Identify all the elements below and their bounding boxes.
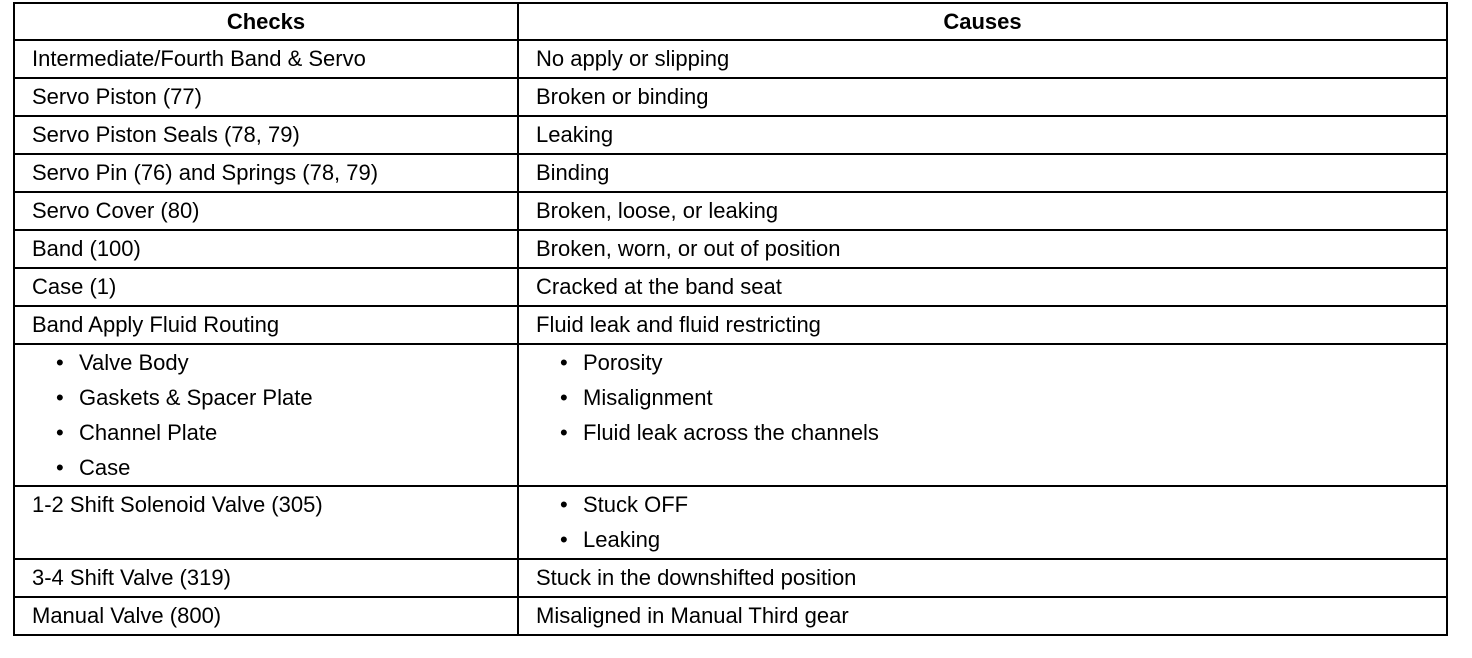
bullet-icon: • <box>560 420 568 445</box>
cause-cell: Stuck in the downshifted position <box>518 559 1447 597</box>
table-row <box>14 559 1447 597</box>
cause-cell: Broken or binding <box>518 78 1447 116</box>
list-item-text: Fluid leak across the channels <box>583 420 879 445</box>
list-item <box>560 415 1446 450</box>
cause-cell: Cracked at the band seat <box>518 268 1447 306</box>
bullet-icon: • <box>560 492 568 517</box>
solenoid-causes-cell <box>518 486 1447 559</box>
list-item-text: Porosity <box>583 350 663 375</box>
routing-detail-row <box>14 344 1447 486</box>
table-row <box>14 230 1447 268</box>
routing-causes-list <box>536 345 1446 450</box>
cause-cell: Binding <box>518 154 1447 192</box>
bullet-icon: • <box>56 385 64 410</box>
check-cell: Servo Cover (80) <box>14 192 518 230</box>
header-causes: Causes <box>518 3 1447 40</box>
check-cell: Manual Valve (800) <box>14 597 518 635</box>
check-cell: Servo Pin (76) and Springs (78, 79) <box>14 154 518 192</box>
list-item <box>560 487 1446 522</box>
check-cell: Intermediate/Fourth Band & Servo <box>14 40 518 78</box>
list-item <box>560 345 1446 380</box>
list-item <box>56 415 517 450</box>
table-row <box>14 40 1447 78</box>
list-item <box>56 345 517 380</box>
routing-causes-cell <box>518 344 1447 486</box>
list-item-text: Stuck OFF <box>583 492 689 517</box>
cause-cell: No apply or slipping <box>518 40 1447 78</box>
list-item-text: Valve Body <box>79 350 189 375</box>
list-item <box>560 522 1446 557</box>
table-row <box>14 192 1447 230</box>
list-item-text: Case <box>79 455 131 480</box>
list-item-text: Channel Plate <box>79 420 218 445</box>
check-cell: Servo Piston (77) <box>14 78 518 116</box>
table-row <box>14 154 1447 192</box>
bullet-icon: • <box>56 420 64 445</box>
cause-cell: Misaligned in Manual Third gear <box>518 597 1447 635</box>
routing-checks-list <box>32 345 517 485</box>
check-cell: 3-4 Shift Valve (319) <box>14 559 518 597</box>
list-item-text: Misalignment <box>583 385 713 410</box>
header-checks: Checks <box>14 3 518 40</box>
bullet-icon: • <box>560 385 568 410</box>
list-item <box>56 380 517 415</box>
list-item <box>560 380 1446 415</box>
bullet-icon: • <box>56 455 64 480</box>
solenoid-causes-list <box>536 487 1446 557</box>
table-row <box>14 78 1447 116</box>
list-item-text: Leaking <box>583 527 661 552</box>
check-cell: Servo Piston Seals (78, 79) <box>14 116 518 154</box>
routing-checks-cell <box>14 344 518 486</box>
cause-cell: Broken, loose, or leaking <box>518 192 1447 230</box>
bullet-icon: • <box>56 350 64 375</box>
diagnosis-table <box>13 2 1448 636</box>
table-row <box>14 268 1447 306</box>
cause-cell: Leaking <box>518 116 1447 154</box>
list-item <box>56 450 517 485</box>
cause-cell: Broken, worn, or out of position <box>518 230 1447 268</box>
table-row <box>14 306 1447 344</box>
cause-cell: Fluid leak and fluid restricting <box>518 306 1447 344</box>
check-cell: Band (100) <box>14 230 518 268</box>
bullet-icon: • <box>560 350 568 375</box>
header-row <box>14 3 1447 40</box>
check-cell: Band Apply Fluid Routing <box>14 306 518 344</box>
table-row <box>14 116 1447 154</box>
list-item-text: Gaskets & Spacer Plate <box>79 385 313 410</box>
solenoid-row <box>14 486 1447 559</box>
table-row <box>14 597 1447 635</box>
check-cell: 1-2 Shift Solenoid Valve (305) <box>14 486 518 559</box>
bullet-icon: • <box>560 527 568 552</box>
check-cell: Case (1) <box>14 268 518 306</box>
